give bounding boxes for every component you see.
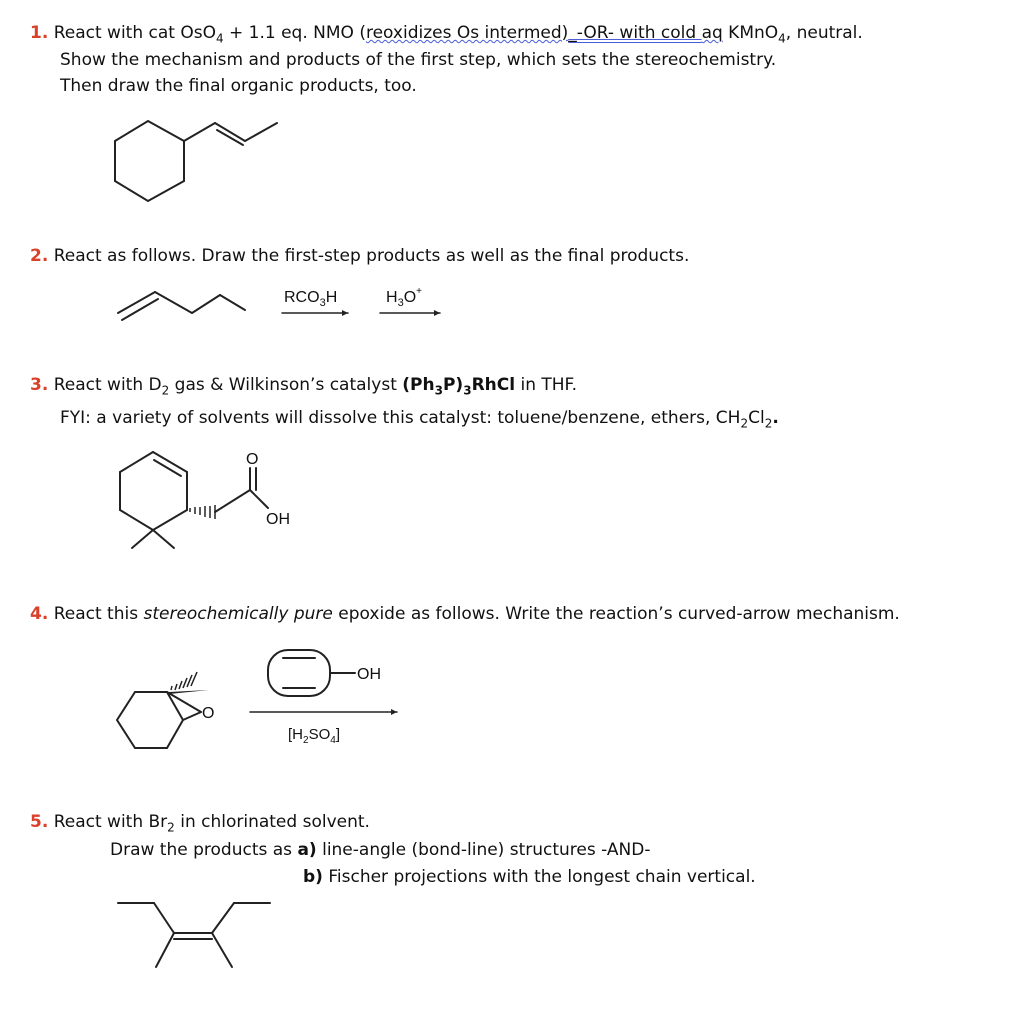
problem-5-alkene-structure (112, 895, 282, 975)
reagent-hydronium: $H_3O^+$ (386, 286, 422, 309)
problem-1-number: 1. (30, 23, 49, 43)
hydroxyl-label: OH (266, 511, 290, 528)
spellcheck-underlined-text: reoxidizes Os intermed) (365, 23, 569, 43)
problem-2-line: 2. React as follows. Draw the first-step products as well as the final products. (30, 246, 690, 266)
acid-catalyst-label: $[H_2SO_4]$ (288, 726, 340, 746)
problem-4-reaction-scheme (105, 640, 415, 755)
problem-4-line: 4. React this stereochemically pure epoxide as follows. Write the reaction’s curved-arrow mechanism. (30, 604, 900, 624)
problem-1-line-1: 1. React with cat OsO$_4$ + 1.1 eq. NMO (reoxidizes Os intermed)_-OR- with cold aq KMnO$_4$, neutral. (30, 23, 863, 46)
problem-3-fyi: FYI: a variety of solvents will dissolve this catalyst: toluene/benzene, ethers, $CH_2Cl_2$. (60, 408, 779, 431)
carbonyl-oxygen-label: O (246, 451, 259, 468)
problem-3-line: 3. React with $D_2$ gas & Wilkinson’s catalyst $(Ph_3P)_3RhCl$ in THF. (30, 375, 577, 398)
problem-1-line-3: Then draw the final organic products, too. (60, 76, 417, 96)
wilkinson-catalyst-formula: $(Ph_3P)_3RhCl$ (402, 375, 516, 398)
problem-1-alkene-structure (105, 105, 285, 205)
problem-5-line-2: Draw the products as a) line-angle (bond-line) structures -AND- (110, 840, 651, 860)
problem-5-line-1: 5. React with $Br_2$ in chlorinated solvent. (30, 812, 370, 835)
problem-5-number: 5. (30, 812, 49, 832)
epoxide-oxygen-label: O (202, 705, 215, 722)
problem-2-number: 2. (30, 246, 49, 266)
phenol-hydroxyl-label: OH (357, 666, 381, 683)
problem-3-structure (110, 440, 310, 555)
problem-5-line-3: b) Fischer projections with the longest chain vertical. (303, 867, 756, 887)
problem-2-reaction-scheme (110, 280, 460, 325)
problem-3-number: 3. (30, 375, 49, 395)
reagent-peracid: $RCO_3H$ (284, 289, 338, 309)
problem-4-number: 4. (30, 604, 49, 624)
problem-1-line-2: Show the mechanism and products of the first step, which sets the stereochemistry. (60, 50, 777, 70)
